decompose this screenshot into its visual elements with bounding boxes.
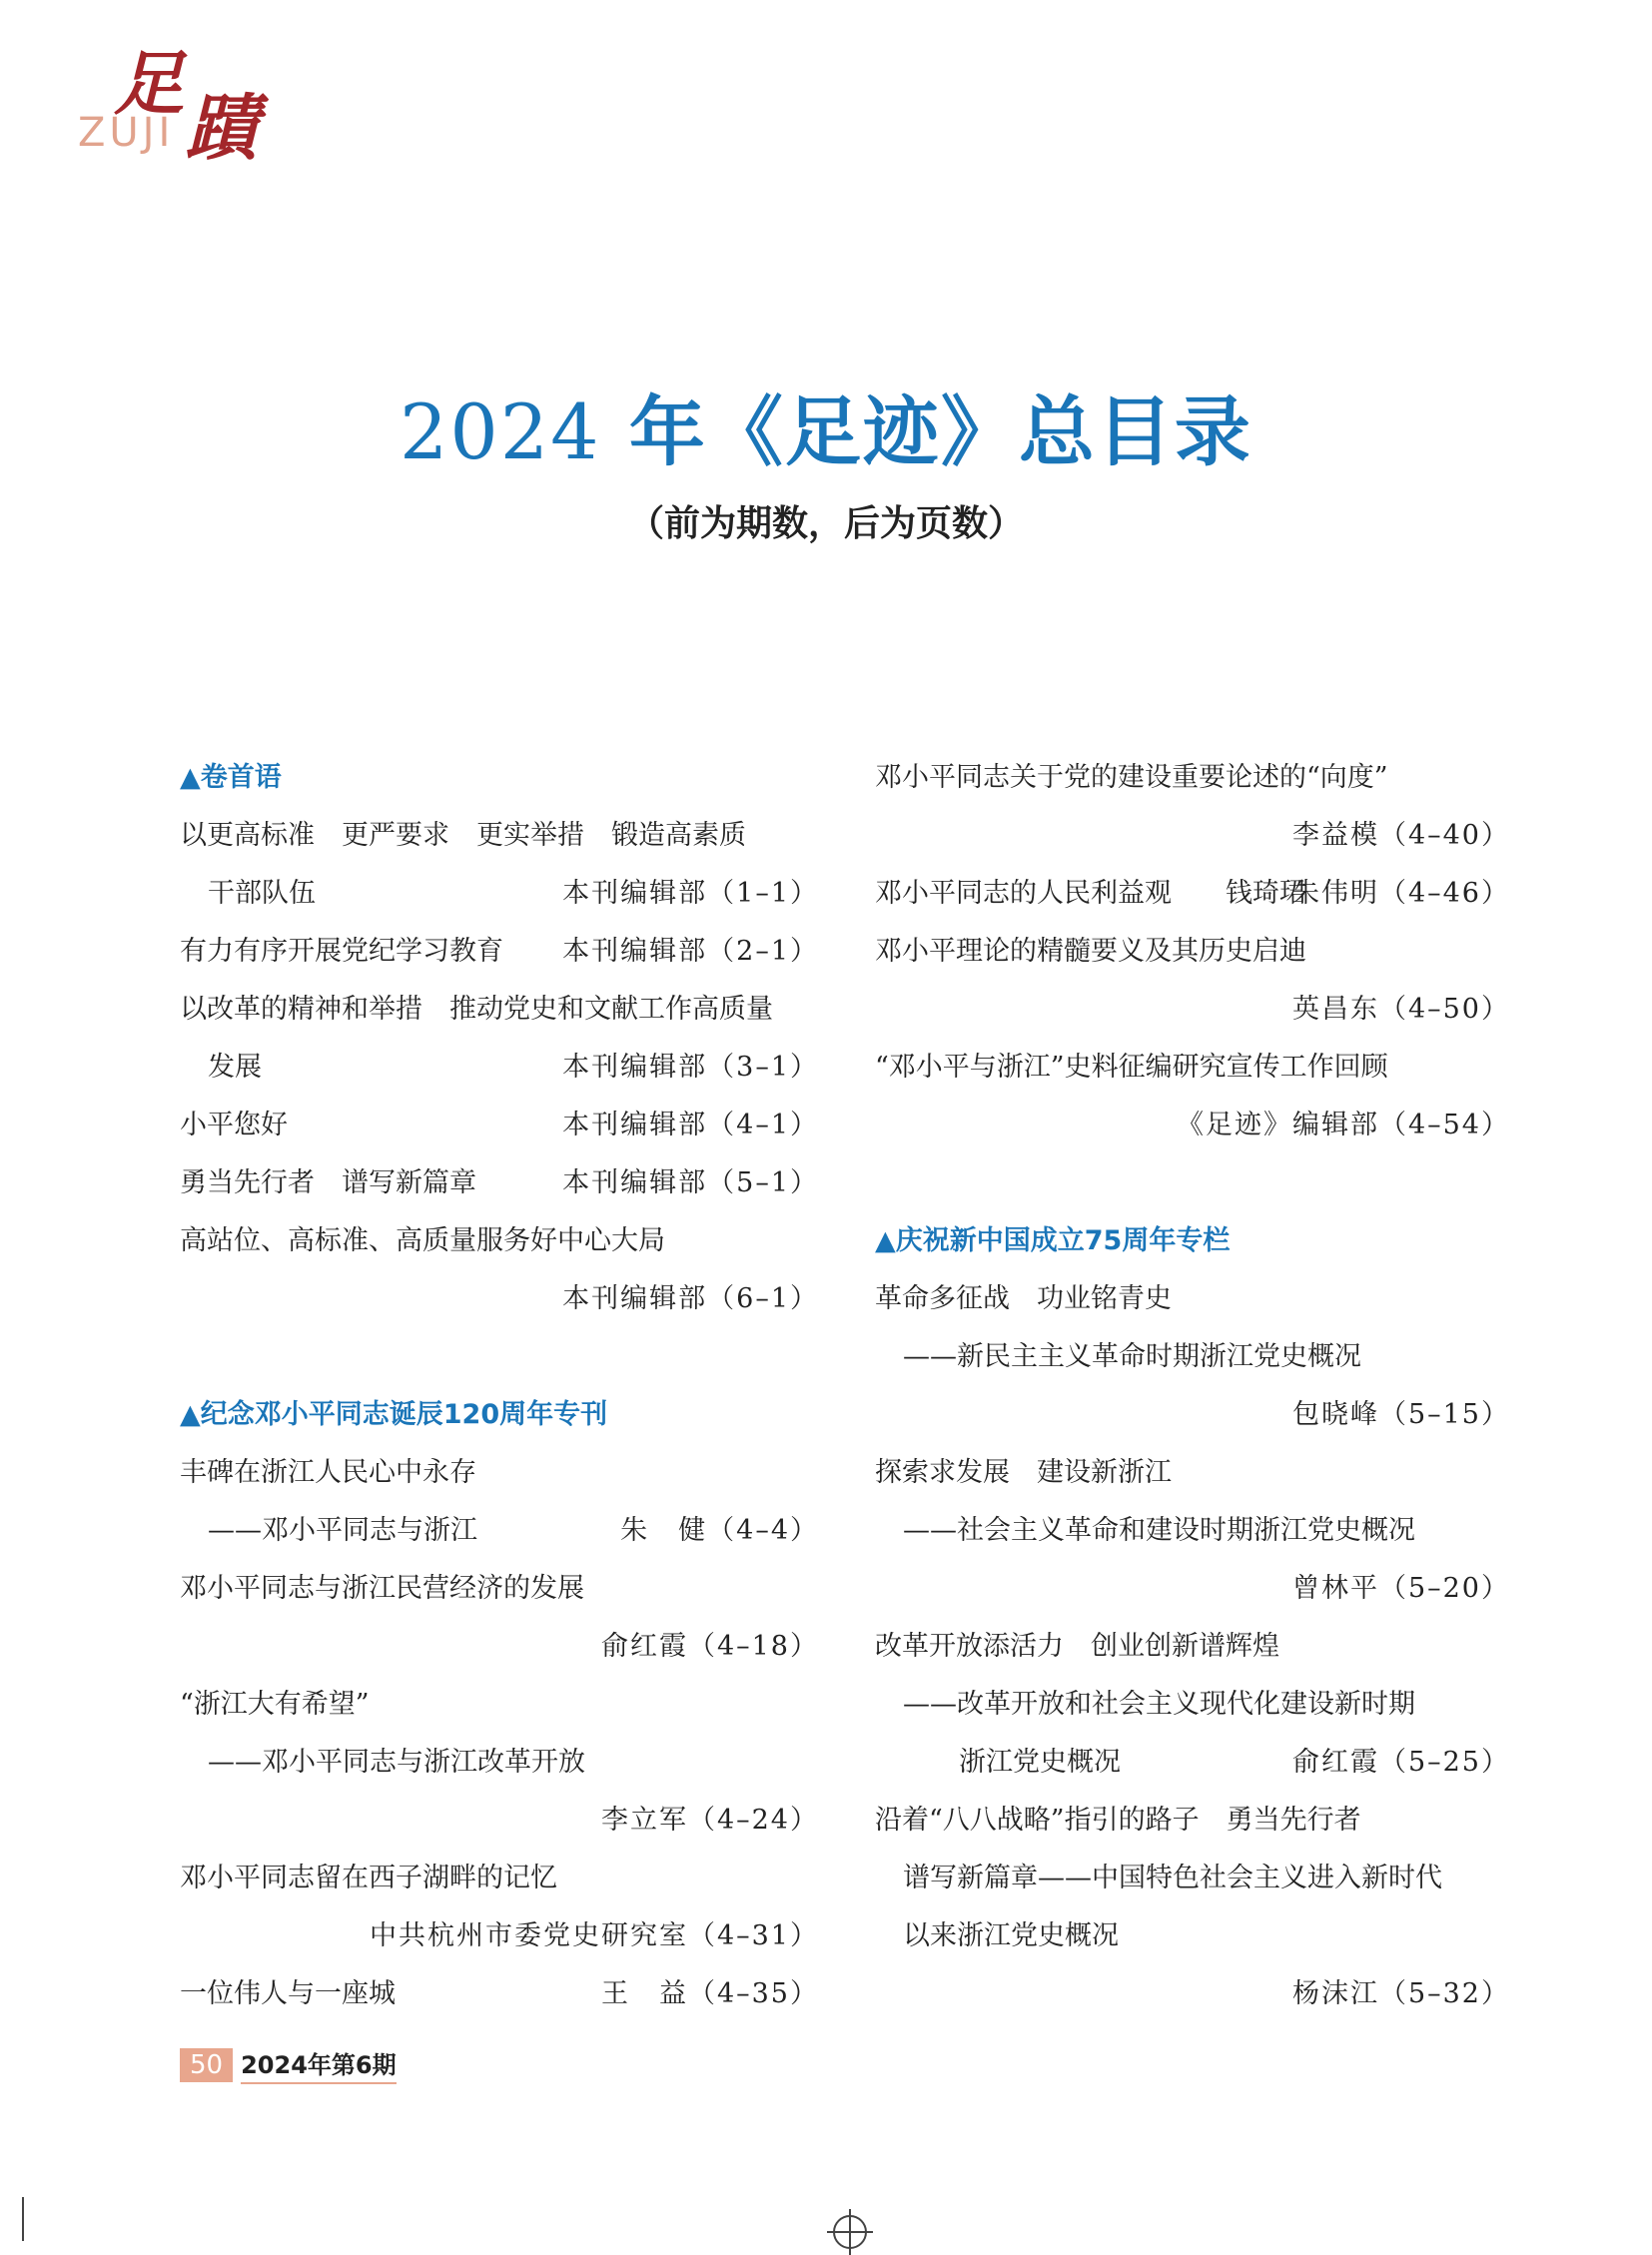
toc-entry bbox=[180, 1212, 819, 1270]
entry-author-ref: 包晓峰（5–15） bbox=[1291, 1399, 1510, 1430]
entry-title: 一位伟人与一座城 bbox=[180, 1978, 396, 2009]
toc-entry bbox=[875, 981, 1510, 1039]
entry-title: 高站位、高标准、高质量服务好中心大局 bbox=[180, 1225, 665, 1256]
issue-label: 2024年第6期 bbox=[241, 2045, 397, 2084]
entry-author-ref: 本刊编辑部（5–1） bbox=[562, 1167, 819, 1198]
toc-entry bbox=[180, 1618, 819, 1676]
registration-mark bbox=[833, 2215, 867, 2249]
entry-author-ref: 本刊编辑部（3–1） bbox=[562, 1052, 819, 1083]
toc-spacer bbox=[180, 1328, 819, 1386]
toc-entry bbox=[180, 1154, 819, 1212]
toc-section-heading bbox=[180, 749, 819, 807]
entry-title: 以来浙江党史概况 bbox=[903, 1920, 1119, 1951]
entry-author-ref: 朱 健（4–4） bbox=[620, 1515, 819, 1546]
toc-entry bbox=[180, 1097, 819, 1154]
toc-entry bbox=[180, 923, 819, 981]
entry-title: 邓小平理论的精髓要义及其历史启迪 bbox=[875, 936, 1306, 967]
toc-entry bbox=[875, 1907, 1510, 1965]
entry-author-ref: 杨沫江（5–32） bbox=[1291, 1978, 1510, 2009]
page-number: 50 bbox=[180, 2048, 233, 2082]
crop-mark bbox=[22, 2197, 24, 2241]
toc-entry bbox=[875, 1097, 1510, 1154]
page-title bbox=[0, 372, 1652, 480]
entry-title: 谱写新篇章——中国特色社会主义进入新时代 bbox=[903, 1863, 1442, 1893]
toc-entry bbox=[180, 1502, 819, 1560]
toc-entry bbox=[875, 807, 1510, 865]
toc-entry bbox=[875, 1502, 1510, 1560]
entry-title: ——社会主义革命和建设时期浙江党史概况 bbox=[903, 1515, 1415, 1546]
page-subtitle: （前为期数，后为页数） bbox=[627, 503, 1024, 544]
toc-entry bbox=[875, 1850, 1510, 1907]
logo-latin: ZUJI bbox=[78, 110, 175, 156]
toc-entry bbox=[875, 923, 1510, 981]
section-title: ▲卷首语 bbox=[180, 762, 282, 793]
toc-entry bbox=[875, 1039, 1510, 1097]
entry-title: ——新民主主义革命时期浙江党史概况 bbox=[903, 1341, 1361, 1372]
entry-title: 革命多征战 功业铭青史 bbox=[875, 1283, 1172, 1314]
toc-entry bbox=[180, 1444, 819, 1502]
toc-entry bbox=[875, 1386, 1510, 1444]
entry-title: ——邓小平同志与浙江 bbox=[208, 1515, 477, 1546]
toc-entry bbox=[875, 1792, 1510, 1850]
toc-entry bbox=[875, 1965, 1510, 2023]
entry-title: 改革开放添活力 创业创新谱辉煌 bbox=[875, 1631, 1279, 1662]
logo-glyph-ji: 蹟 bbox=[186, 85, 259, 170]
entry-title: 探索求发展 建设新浙江 bbox=[875, 1457, 1172, 1488]
toc-section-heading bbox=[180, 1386, 819, 1444]
toc-column-left bbox=[180, 749, 819, 2023]
entry-title: 丰碑在浙江人民心中永存 bbox=[180, 1457, 476, 1488]
entry-title: 以改革的精神和举措 推动党史和文献工作高质量 bbox=[180, 994, 773, 1025]
section-title: ▲庆祝新中国成立75周年专栏 bbox=[875, 1225, 1231, 1256]
toc-entry bbox=[875, 1328, 1510, 1386]
entry-author-ref: 中共杭州市委党史研究室（4–31） bbox=[369, 1920, 819, 1951]
entry-title: ——改革开放和社会主义现代化建设新时期 bbox=[903, 1689, 1415, 1720]
toc-entry bbox=[180, 1039, 819, 1097]
entry-author-ref: 本刊编辑部（2–1） bbox=[562, 936, 819, 967]
toc-entry bbox=[180, 807, 819, 865]
toc-entry bbox=[875, 1618, 1510, 1676]
toc-entry bbox=[875, 1734, 1510, 1792]
entry-title: 邓小平同志与浙江民营经济的发展 bbox=[180, 1573, 584, 1604]
entry-author-ref: 李益模（4–40） bbox=[1291, 820, 1510, 851]
title-rest: 年《足迹》总目录 bbox=[600, 387, 1252, 476]
entry-author-ref: 《足迹》编辑部（4–54） bbox=[1176, 1110, 1510, 1140]
entry-title: 有力有序开展党纪学习教育 bbox=[180, 936, 503, 967]
entry-author-ref: 俞红霞（4–18） bbox=[600, 1631, 819, 1662]
toc-entry bbox=[875, 1270, 1510, 1328]
entry-author-ref: 曾林平（5–20） bbox=[1291, 1573, 1510, 1604]
toc-entry bbox=[180, 1560, 819, 1618]
entry-title: 发展 bbox=[208, 1052, 262, 1083]
entry-author-ref: 李立军（4–24） bbox=[600, 1805, 819, 1836]
logo-glyph-zu: 足 bbox=[114, 42, 184, 125]
toc-entry bbox=[180, 865, 819, 923]
page-footer bbox=[180, 2045, 397, 2087]
section-title: ▲纪念邓小平同志诞辰120周年专刊 bbox=[180, 1399, 608, 1430]
toc-entry bbox=[875, 749, 1510, 807]
entry-title: 邓小平同志关于党的建设重要论述的“向度” bbox=[875, 762, 1388, 793]
entry-author-ref: 本刊编辑部（4–1） bbox=[562, 1110, 819, 1140]
entry-title: 勇当先行者 谱写新篇章 bbox=[180, 1167, 476, 1198]
toc-entry bbox=[180, 1965, 819, 2023]
toc-entry bbox=[180, 1270, 819, 1328]
toc-entry bbox=[875, 1560, 1510, 1618]
entry-title: “浙江大有希望” bbox=[180, 1689, 370, 1720]
toc-column-right bbox=[875, 749, 1510, 2023]
entry-author-ref: 朱伟明（4–46） bbox=[1291, 878, 1510, 909]
entry-author-ref: 本刊编辑部（1–1） bbox=[562, 878, 819, 909]
toc-entry bbox=[180, 1907, 819, 1965]
title-year: 2024 bbox=[400, 387, 601, 476]
toc-entry bbox=[875, 865, 1510, 923]
entry-author-ref: 英昌东（4–50） bbox=[1291, 994, 1510, 1025]
entry-title: ——邓小平同志与浙江改革开放 bbox=[208, 1747, 585, 1778]
toc-section-heading bbox=[875, 1212, 1510, 1270]
toc-entry bbox=[875, 1444, 1510, 1502]
magazine-logo bbox=[78, 28, 278, 170]
toc-entry bbox=[180, 1734, 819, 1792]
entry-title: 沿着“八八战略”指引的路子 勇当先行者 bbox=[875, 1805, 1361, 1836]
entry-title: 小平您好 bbox=[180, 1110, 288, 1140]
entry-title: 邓小平同志留在西子湖畔的记忆 bbox=[180, 1863, 557, 1893]
entry-title: “邓小平与浙江”史料征编研究宣传工作回顾 bbox=[875, 1052, 1388, 1083]
toc-entry bbox=[875, 1676, 1510, 1734]
toc-entry bbox=[180, 1792, 819, 1850]
entry-author-ref: 俞红霞（5–25） bbox=[1291, 1747, 1510, 1778]
toc-entry bbox=[180, 1676, 819, 1734]
entry-title: 邓小平同志的人民利益观 钱琦珺 bbox=[875, 878, 1306, 909]
toc-entry bbox=[180, 981, 819, 1039]
toc-spacer bbox=[875, 1154, 1510, 1212]
entry-title: 浙江党史概况 bbox=[959, 1747, 1121, 1778]
entry-title: 以更高标准 更严要求 更实举措 锻造高素质 bbox=[180, 820, 746, 851]
entry-author-ref: 本刊编辑部（6–1） bbox=[562, 1283, 819, 1314]
toc-entry bbox=[180, 1850, 819, 1907]
entry-author-ref: 王 益（4–35） bbox=[600, 1978, 819, 2009]
entry-title: 干部队伍 bbox=[208, 878, 316, 909]
